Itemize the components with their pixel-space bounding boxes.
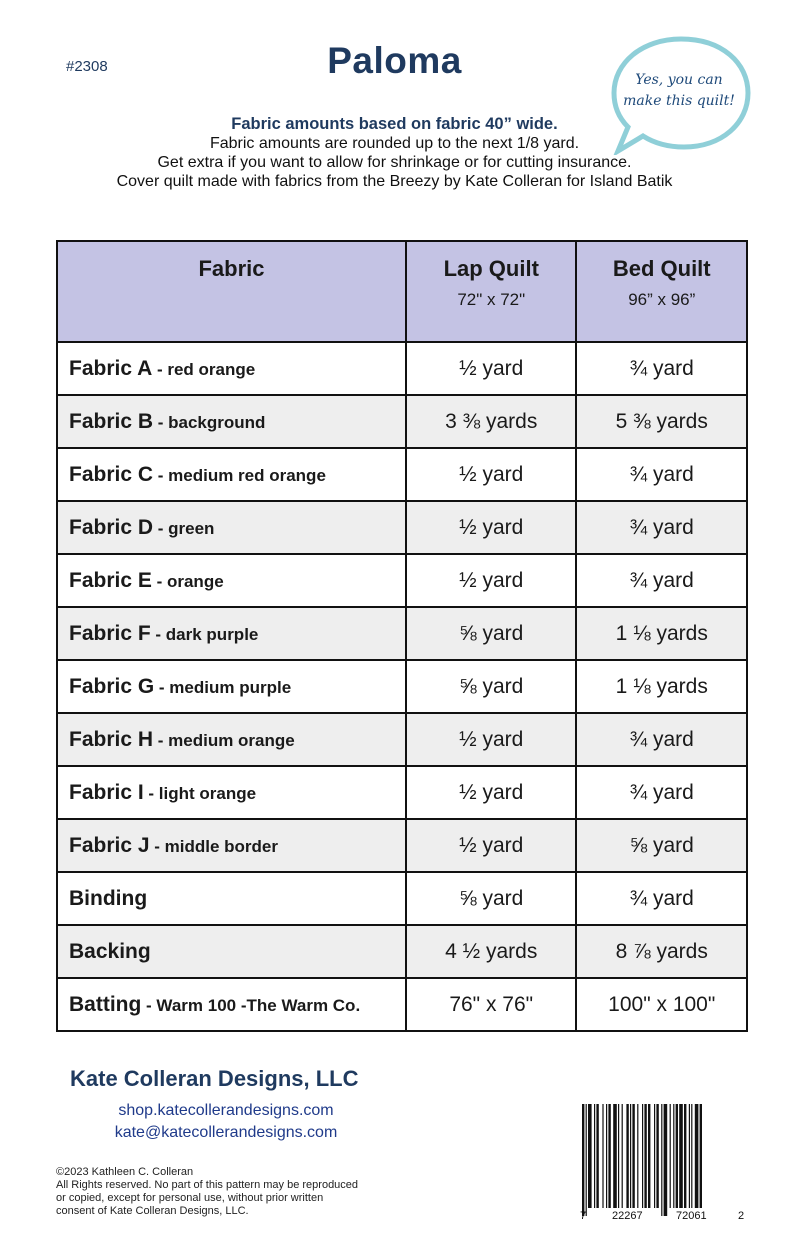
bubble-line-1: Yes, you can xyxy=(635,72,723,88)
pattern-number: #2308 xyxy=(66,58,108,75)
fabric-name-cell xyxy=(57,766,406,819)
lap-quilt-amount: ½ yard xyxy=(406,819,577,872)
bed-quilt-amount: ¾ yard xyxy=(576,448,747,501)
fabric-description: - middle border xyxy=(149,836,279,856)
copyright-line-1: ©2023 Kathleen C. Colleran xyxy=(56,1166,194,1178)
fabric-name: Fabric D xyxy=(69,515,154,539)
fabric-name: Fabric E xyxy=(69,568,152,592)
table-row xyxy=(57,342,747,395)
fabric-name: Batting xyxy=(69,992,142,1016)
header-lap-label: Lap Quilt xyxy=(443,256,539,281)
lap-quilt-amount: ½ yard xyxy=(406,501,577,554)
table-row xyxy=(57,713,747,766)
table-row xyxy=(57,554,747,607)
contact-info xyxy=(56,1100,396,1144)
fabric-name: Fabric A xyxy=(69,356,153,380)
copyright-line-2: All Rights reserved. No part of this pattern may be reproduced xyxy=(56,1179,359,1191)
fabric-name: Binding xyxy=(69,886,148,910)
bed-quilt-amount: ¾ yard xyxy=(576,554,747,607)
barcode-icon xyxy=(578,1104,746,1224)
fabric-name: Fabric I xyxy=(69,780,144,804)
header-fabric xyxy=(57,241,406,342)
fabric-name: Fabric H xyxy=(69,727,154,751)
table-row xyxy=(57,925,747,978)
fabric-name-cell xyxy=(57,554,406,607)
bed-quilt-amount: ¾ yard xyxy=(576,501,747,554)
fabric-description: - medium purple xyxy=(154,677,292,697)
table-row xyxy=(57,395,747,448)
fabric-description: - background xyxy=(153,412,266,432)
header-lap-quilt xyxy=(406,241,577,342)
fabric-description: - green xyxy=(153,518,215,538)
header-bed-size: 96” x 96” xyxy=(628,290,696,309)
copyright-line-3: or copied, except for personal use, without prior written xyxy=(56,1192,324,1204)
notes-extra-line: Get extra if you want to allow for shrinkage or for cutting insurance. xyxy=(157,154,632,171)
fabric-name: Fabric J xyxy=(69,833,150,857)
company-name: Kate Colleran Designs, LLC xyxy=(70,1066,359,1091)
fabric-name-cell xyxy=(57,607,406,660)
bed-quilt-amount: ⅝ yard xyxy=(576,819,747,872)
fabric-name: Fabric G xyxy=(69,674,155,698)
fabric-description: - medium red orange xyxy=(153,465,326,485)
fabric-name-cell xyxy=(57,501,406,554)
fabric-name-cell xyxy=(57,978,406,1031)
lap-quilt-amount: ½ yard xyxy=(406,713,577,766)
table-row xyxy=(57,660,747,713)
fabric-name: Fabric C xyxy=(69,462,154,486)
header-bed-quilt xyxy=(576,241,747,342)
lap-quilt-amount: ½ yard xyxy=(406,342,577,395)
notes-width-line: Fabric amounts based on fabric 40” wide. xyxy=(231,115,558,133)
header-fabric-label: Fabric xyxy=(198,256,265,281)
fabric-name-cell xyxy=(57,819,406,872)
website-link[interactable]: shop.katecollerandesigns.com xyxy=(118,1102,334,1119)
fabric-name-cell xyxy=(57,660,406,713)
fabric-description: - red orange xyxy=(152,359,256,379)
barcode-digits-left: 22267 xyxy=(612,1210,643,1222)
table-row xyxy=(57,501,747,554)
bubble-line-2: make this quilt! xyxy=(623,93,735,109)
bed-quilt-amount: 5 ⅜ yards xyxy=(576,395,747,448)
lap-quilt-amount: ⅝ yard xyxy=(406,607,577,660)
bed-quilt-amount: ¾ yard xyxy=(576,342,747,395)
fabric-description: - orange xyxy=(151,571,224,591)
bed-quilt-amount: ¾ yard xyxy=(576,872,747,925)
table-row xyxy=(57,766,747,819)
lap-quilt-amount: 3 ⅜ yards xyxy=(406,395,577,448)
lap-quilt-amount: ½ yard xyxy=(406,766,577,819)
fabric-name: Fabric B xyxy=(69,409,154,433)
fabric-name: Fabric F xyxy=(69,621,151,645)
speech-bubble-text xyxy=(612,70,746,112)
fabric-description: - light orange xyxy=(143,783,257,803)
bed-quilt-amount: ¾ yard xyxy=(576,713,747,766)
bed-quilt-amount: 8 ⅞ yards xyxy=(576,925,747,978)
lap-quilt-amount: 4 ½ yards xyxy=(406,925,577,978)
page-title: Paloma xyxy=(327,40,462,81)
fabric-description: - medium orange xyxy=(153,730,295,750)
lap-quilt-amount: ⅝ yard xyxy=(406,872,577,925)
fabric-name: Backing xyxy=(69,939,151,963)
fabric-name-cell xyxy=(57,342,406,395)
fabric-name-cell xyxy=(57,448,406,501)
bed-quilt-amount: ¾ yard xyxy=(576,766,747,819)
fabric-description: - dark purple xyxy=(150,624,259,644)
table-row xyxy=(57,819,747,872)
email-link[interactable]: kate@katecollerandesigns.com xyxy=(114,1124,338,1141)
fabric-name-cell xyxy=(57,713,406,766)
table-row xyxy=(57,978,747,1031)
header-lap-size: 72" x 72" xyxy=(457,290,526,309)
bed-quilt-amount: 1 ⅛ yards xyxy=(576,660,747,713)
barcode-digit-first: 7 xyxy=(580,1210,587,1222)
table-row xyxy=(57,872,747,925)
notes-rounding-line: Fabric amounts are rounded up to the next 1/8 yard. xyxy=(209,135,580,152)
copyright-notice xyxy=(56,1166,416,1218)
header-bed-label: Bed Quilt xyxy=(612,256,711,281)
lap-quilt-amount: 76" x 76" xyxy=(406,978,577,1031)
fabric-name-cell xyxy=(57,872,406,925)
fabric-requirements-table xyxy=(56,240,748,1032)
lap-quilt-amount: ½ yard xyxy=(406,554,577,607)
table-row xyxy=(57,448,747,501)
lap-quilt-amount: ½ yard xyxy=(406,448,577,501)
fabric-notes xyxy=(0,115,789,191)
copyright-line-4: consent of Kate Colleran Designs, LLC. xyxy=(56,1205,249,1217)
fabric-name-cell xyxy=(57,395,406,448)
barcode-digit-last: 2 xyxy=(738,1210,745,1222)
bed-quilt-amount: 1 ⅛ yards xyxy=(576,607,747,660)
lap-quilt-amount: ⅝ yard xyxy=(406,660,577,713)
table-header-row xyxy=(57,241,747,342)
fabric-name-cell xyxy=(57,925,406,978)
table-row xyxy=(57,607,747,660)
notes-cover-line: Cover quilt made with fabrics from the Breezy by Kate Colleran for Island Batik xyxy=(116,173,673,190)
bed-quilt-amount: 100" x 100" xyxy=(576,978,747,1031)
fabric-description: - Warm 100 -The Warm Co. xyxy=(141,995,361,1015)
barcode-digits-right: 72061 xyxy=(676,1210,707,1222)
